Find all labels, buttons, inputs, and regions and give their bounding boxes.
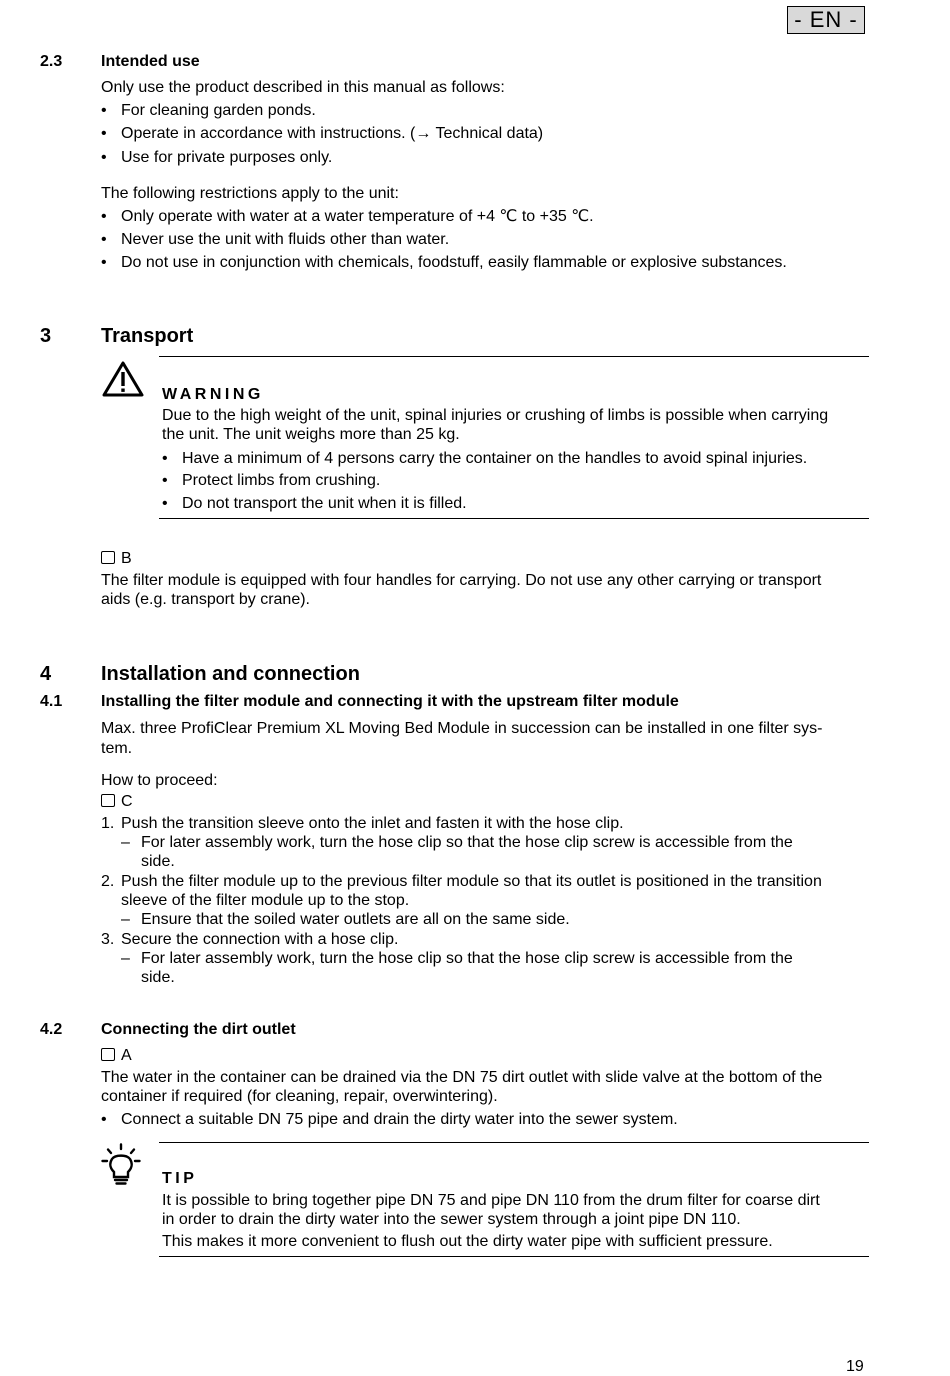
- dirt-outlet-paragraph-line: The water in the container can be drained via the DN 75 dirt outlet with slide valve at the bottom of the: [101, 1069, 823, 1086]
- installing-paragraph-line: tem.: [101, 740, 133, 757]
- page-number: 19: [846, 1358, 864, 1375]
- section-title-dirt-outlet: Connecting the dirt outlet: [101, 1021, 296, 1038]
- transport-paragraph-line: aids (e.g. transport by crane).: [101, 591, 310, 608]
- language-tag: - EN -: [787, 6, 865, 34]
- section-number-2-3: 2.3: [40, 53, 63, 70]
- warning-top-rule: [159, 356, 869, 357]
- figure-reference-c: C: [101, 792, 133, 811]
- warning-triangle-icon: [101, 360, 145, 398]
- tip-bottom-rule: [159, 1256, 869, 1257]
- figure-box-icon: [101, 1048, 115, 1061]
- warning-bottom-rule: [159, 518, 869, 519]
- section-number-4-2: 4.2: [40, 1021, 63, 1038]
- section-title-installation: Installation and connection: [101, 663, 360, 685]
- warning-label: WARNING: [162, 386, 264, 403]
- section-number-3: 3: [40, 325, 52, 347]
- tip-text-line: It is possible to bring together pipe DN 75 and pipe DN 110 from the drum filter for coarse dirt: [162, 1192, 820, 1209]
- section-number-4: 4: [40, 663, 52, 685]
- tip-top-rule: [159, 1142, 869, 1143]
- dirt-outlet-paragraph-line: container if required (for cleaning, repair, overwintering).: [101, 1088, 498, 1105]
- figure-box-icon: [101, 794, 115, 807]
- step-sub-continuation: side.: [141, 969, 175, 986]
- step-continuation: sleeve of the filter module up to the stop.: [121, 892, 410, 909]
- restrictions-intro: The following restrictions apply to the unit:: [101, 185, 399, 202]
- transport-paragraph-line: The filter module is equipped with four handles for carrying. Do not use any other carrying or transport: [101, 572, 822, 589]
- tip-label: TIP: [162, 1170, 198, 1187]
- tip-text-line: This makes it more convenient to flush out the dirty water pipe with sufficient pressure.: [162, 1233, 773, 1250]
- warning-text-line: Due to the high weight of the unit, spinal injuries or crushing of limbs is possible when carrying: [162, 407, 829, 424]
- intended-use-intro: Only use the product described in this manual as follows:: [101, 79, 505, 96]
- section-title-transport: Transport: [101, 325, 194, 347]
- figure-reference-a: A: [101, 1046, 132, 1065]
- how-to-proceed: How to proceed:: [101, 772, 218, 789]
- tip-text-line: in order to drain the dirty water into the sewer system through a joint pipe DN 110.: [162, 1211, 741, 1228]
- section-title-installing-filter: Installing the filter module and connecting it with the upstream filter module: [101, 693, 679, 710]
- section-title-intended-use: Intended use: [101, 53, 200, 70]
- figure-box-icon: [101, 551, 115, 564]
- step-sub-continuation: side.: [141, 853, 175, 870]
- lightbulb-icon: [100, 1143, 142, 1187]
- figure-reference-b: B: [101, 549, 132, 568]
- section-number-4-1: 4.1: [40, 693, 63, 710]
- warning-text-line: the unit. The unit weighs more than 25 kg.: [162, 426, 460, 443]
- installing-paragraph-line: Max. three ProfiClear Premium XL Moving Bed Module in succession can be installed in one filter sys-: [101, 720, 823, 737]
